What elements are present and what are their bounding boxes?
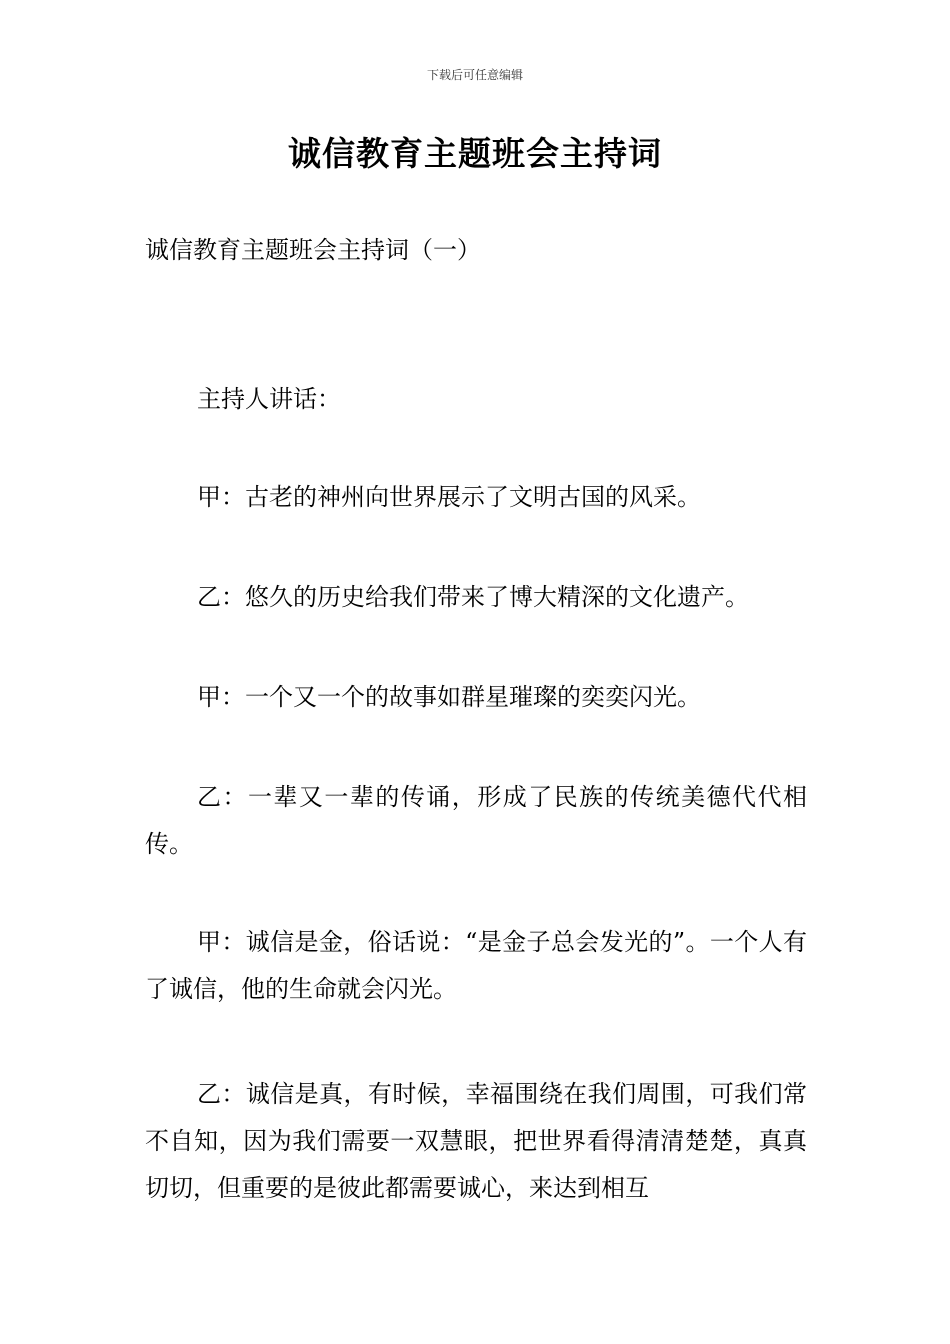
- paragraph: 乙：悠久的历史给我们带来了博大精深的文化遗产。: [197, 583, 749, 611]
- paragraph: 乙：诚信是真，有时候，幸福围绕在我们周围，可我们常不自知，因为我们需要一双慧眼，把世界看得清清楚楚，真真切切，但重要的是彼此都需要诚心，来达到相互: [145, 1080, 807, 1202]
- paragraph-host-intro: 主持人讲话：: [197, 385, 341, 413]
- paragraph: 甲：一个又一个的故事如群星璀璨的奕奕闪光。: [197, 683, 701, 711]
- paragraph: 乙：一辈又一辈的传诵，形成了民族的传统美德代代相传。: [145, 783, 807, 858]
- paragraph: 甲：诚信是金，俗话说：“是金子总会发光的”。一个人有了诚信，他的生命就会闪光。: [145, 928, 807, 1003]
- header-note: 下载后可任意编辑: [426, 68, 523, 82]
- section-heading: 诚信教育主题班会主持词（一）: [145, 236, 481, 264]
- document-title: 诚信教育主题班会主持词: [288, 134, 662, 173]
- paragraph: 甲：古老的神州向世界展示了文明古国的风采。: [197, 483, 701, 511]
